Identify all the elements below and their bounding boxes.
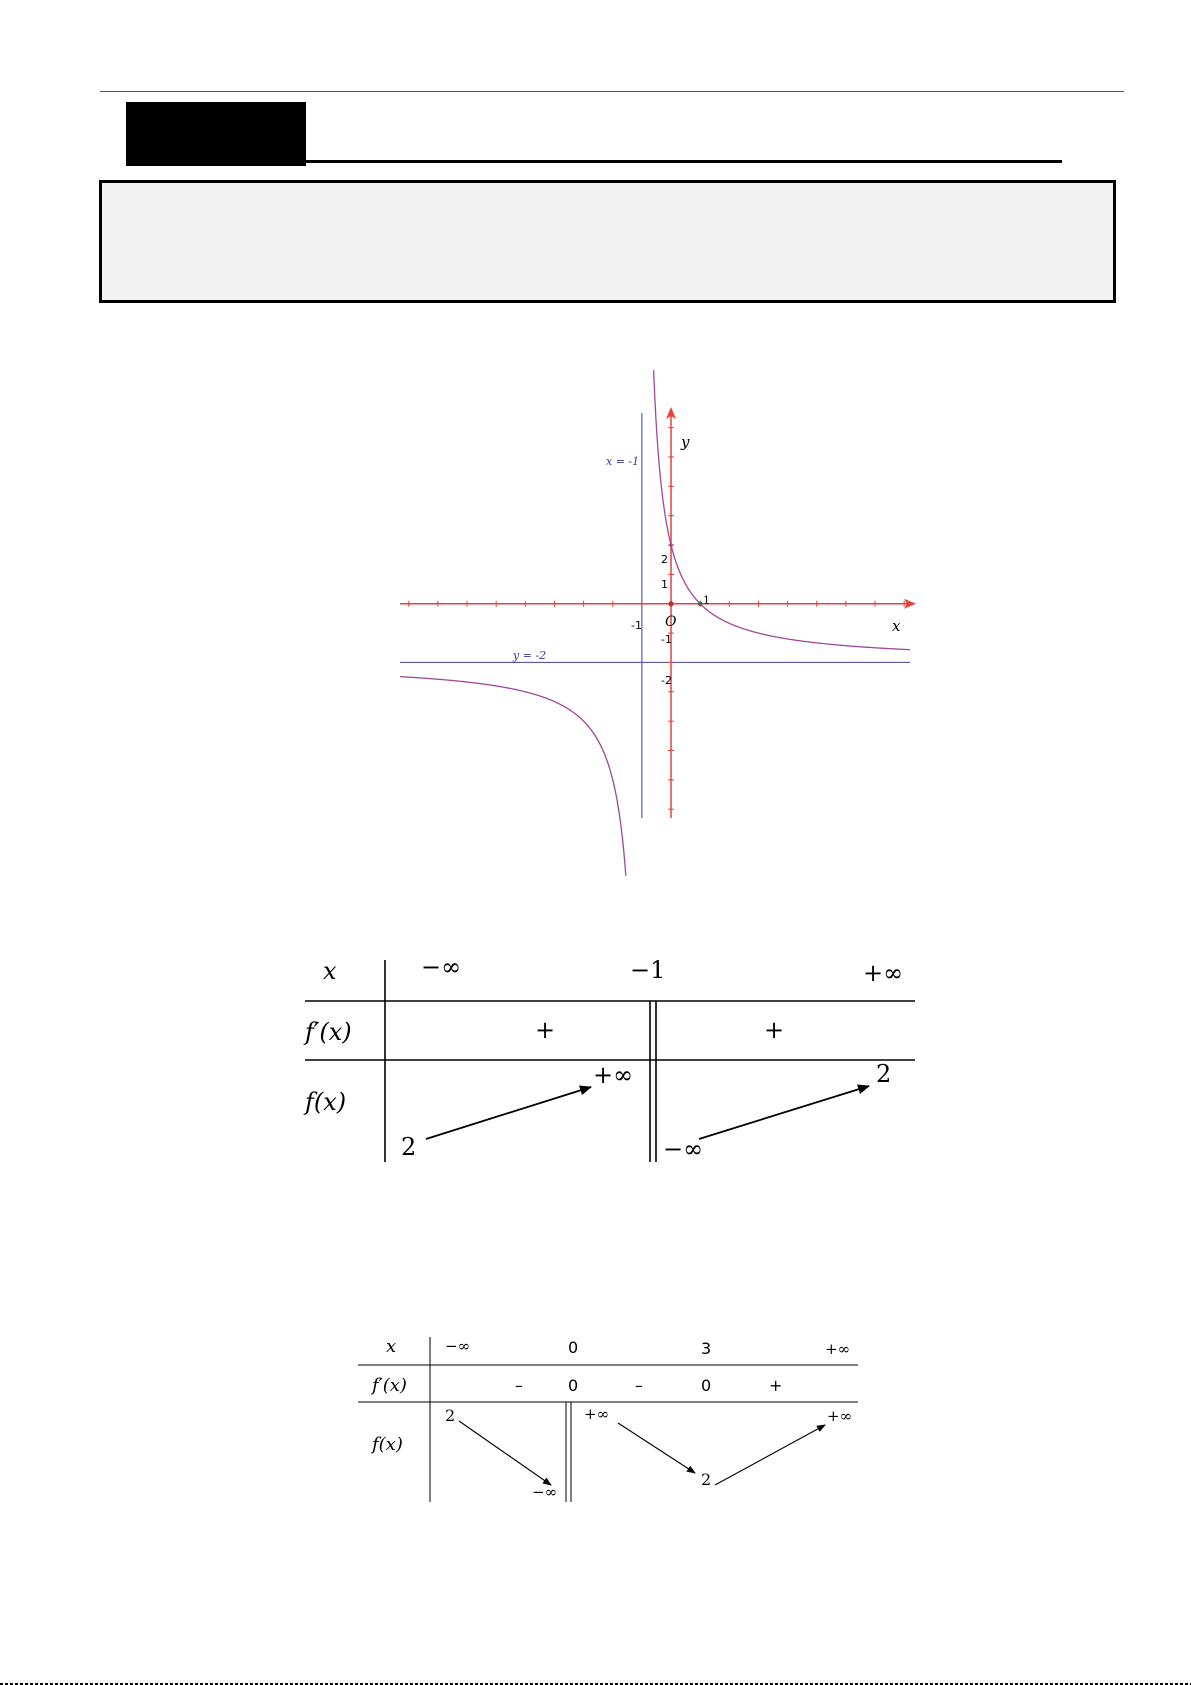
table-1-f-value: +∞ xyxy=(593,1061,634,1089)
table-2-decreasing-arrow xyxy=(459,1421,551,1485)
table-2-row-label-x: x xyxy=(386,1336,397,1357)
table-2-derivative-entry: – xyxy=(515,1376,523,1395)
y-tick-label: 1 xyxy=(661,578,668,591)
x-intercept-point xyxy=(698,601,703,606)
horizontal-asymptote-label: y = -2 xyxy=(513,649,547,662)
table-1-f-value: 2 xyxy=(876,1060,892,1088)
table-1-derivative-sign: + xyxy=(764,1016,785,1044)
origin-point xyxy=(668,601,673,606)
origin-label: O xyxy=(665,614,677,630)
header-underline xyxy=(306,160,1062,163)
table-1-row-label-function: f(x) xyxy=(305,1088,347,1116)
summary-box xyxy=(99,180,1116,303)
table-2-increasing-arrow xyxy=(715,1425,825,1485)
table-2-x-value: 3 xyxy=(701,1339,712,1358)
variation-table-2 xyxy=(355,1325,865,1510)
table-1-x-value: +∞ xyxy=(863,959,904,987)
table-2-row-label-derivative: f′(x) xyxy=(372,1375,407,1396)
table-2-x-value: 0 xyxy=(568,1338,579,1357)
y-axis-label: y xyxy=(681,433,690,451)
table-1-x-value: −∞ xyxy=(421,953,462,981)
table-2-f-value: −∞ xyxy=(532,1483,558,1501)
table-2-row-label-function: f(x) xyxy=(372,1434,403,1455)
table-2-decreasing-arrow xyxy=(618,1423,695,1473)
header-black-block xyxy=(126,102,306,166)
table-2-derivative-entry: 0 xyxy=(701,1376,712,1395)
table-2-derivative-entry: 0 xyxy=(568,1376,579,1395)
y-tick-label: -1 xyxy=(661,633,672,646)
table-1-row-label-derivative: f′(x) xyxy=(305,1018,352,1046)
table-2-x-value: +∞ xyxy=(825,1340,851,1358)
curve-left-branch xyxy=(400,677,626,876)
table-2-f-value: +∞ xyxy=(584,1405,610,1423)
y-tick-label: 2 xyxy=(661,553,668,566)
vertical-asymptote-label: x = -1 xyxy=(606,455,640,468)
table-1-f-value: 2 xyxy=(401,1133,417,1161)
function-graph xyxy=(400,413,920,823)
variation-table-1 xyxy=(295,950,920,1175)
table-1-increasing-arrow xyxy=(426,1087,591,1139)
table-1-x-value: −1 xyxy=(630,956,666,984)
y-tick-label: -2 xyxy=(661,674,672,687)
curve-right-branch xyxy=(654,370,910,650)
y-intercept-point xyxy=(669,543,673,547)
table-2-f-value: 2 xyxy=(701,1470,712,1489)
x-tick-label: 1 xyxy=(703,594,710,607)
table-2-x-value: −∞ xyxy=(445,1337,471,1355)
table-1-derivative-sign: + xyxy=(535,1016,556,1044)
table-2-derivative-entry: – xyxy=(635,1376,643,1395)
x-axis-label: x xyxy=(892,617,901,635)
x-tick-label: -1 xyxy=(631,619,642,632)
table-2-derivative-entry: + xyxy=(769,1376,783,1395)
table-1-f-value: −∞ xyxy=(663,1135,704,1163)
table-1-increasing-arrow xyxy=(699,1086,869,1139)
table-1-row-label-x: x xyxy=(323,957,337,985)
table-2-f-value: +∞ xyxy=(827,1407,853,1425)
table-2-f-value: 2 xyxy=(445,1406,456,1425)
top-rule xyxy=(100,91,1124,92)
